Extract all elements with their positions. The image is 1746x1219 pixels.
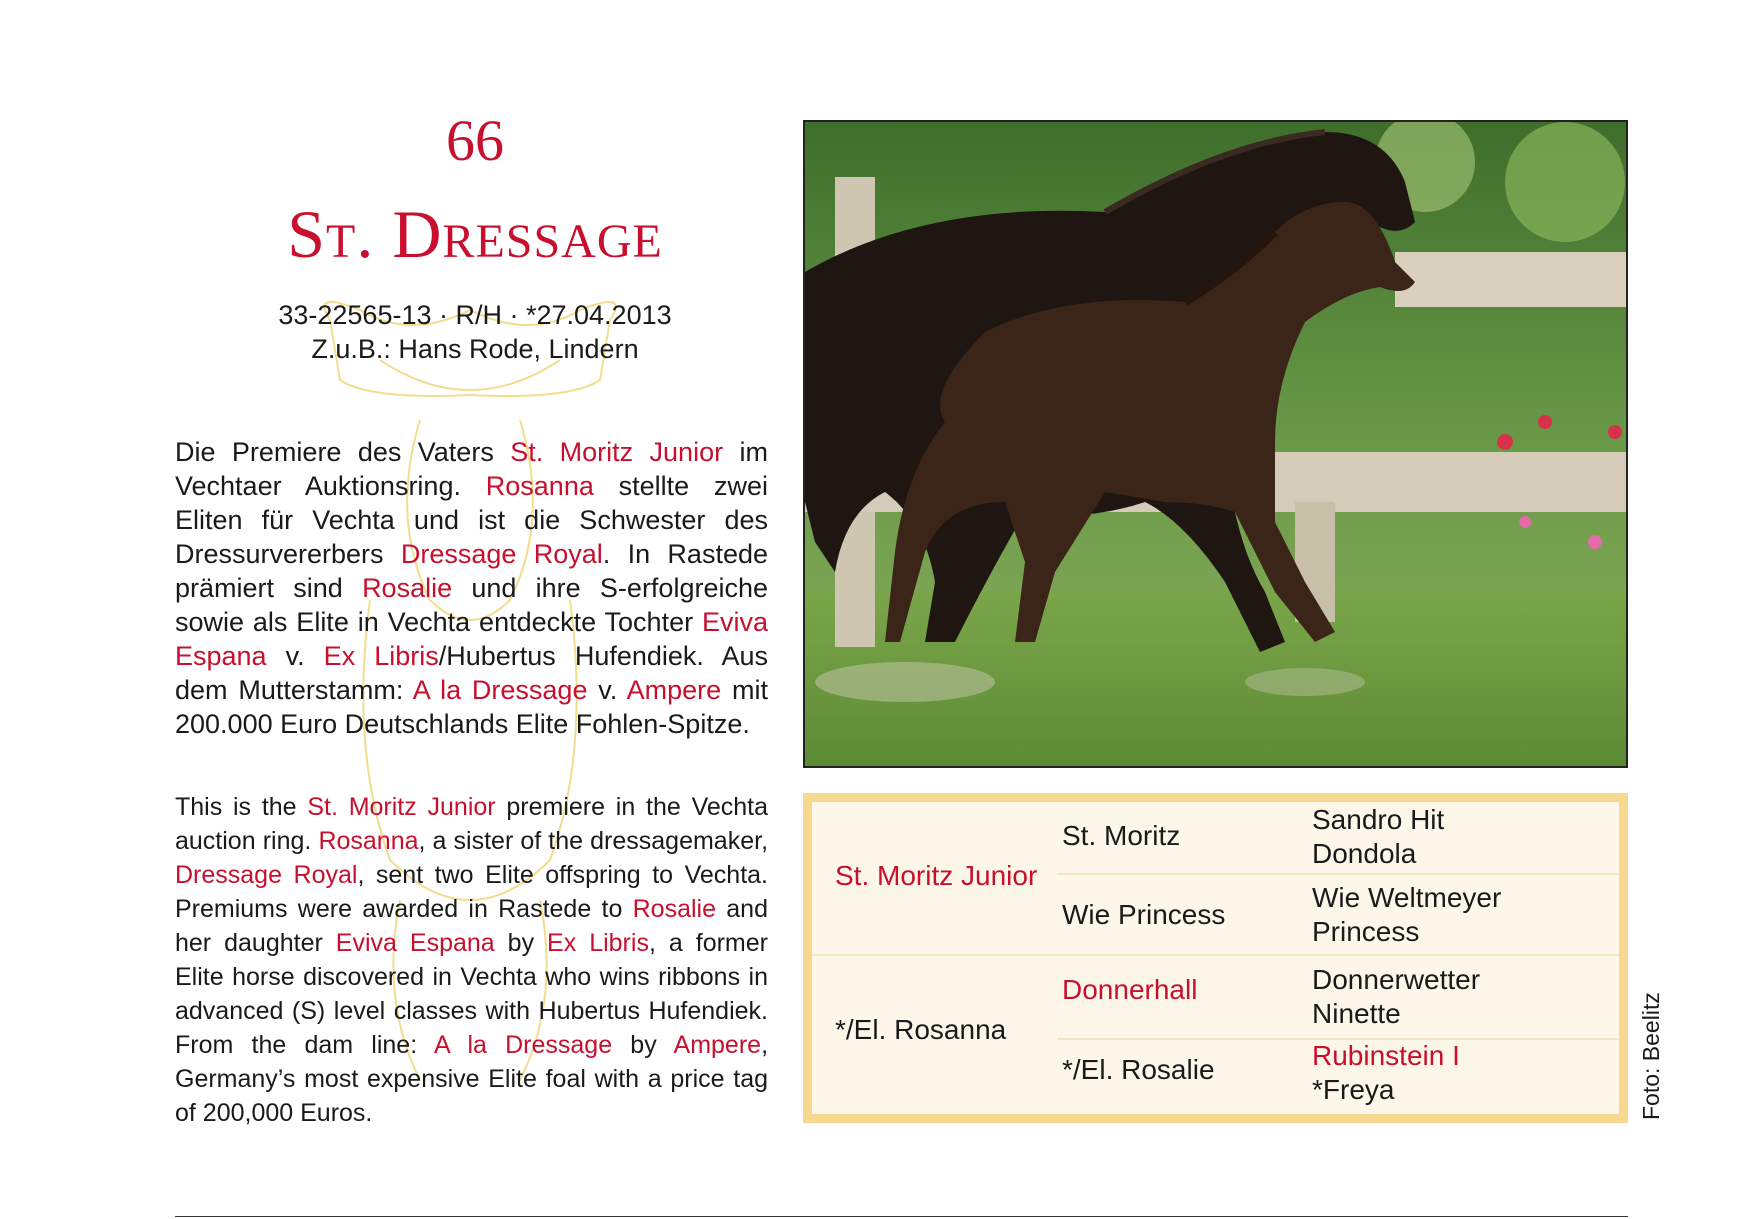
text-run: This is the <box>175 793 308 821</box>
lot-number: 66 <box>446 108 504 173</box>
text-run: und ihre S-erfolgreiche sowie als Elite in Vechta entdeckte Tochter <box>175 573 769 637</box>
highlighted-name: Rosanna <box>318 827 419 855</box>
text-run: and her daughter <box>175 895 768 957</box>
text-run: Die Premiere des Vaters <box>175 437 511 467</box>
divider-sire <box>1057 873 1619 875</box>
pedigree-dam-sire: Donnerhall <box>1062 974 1198 1005</box>
highlighted-name: Dressage Royal <box>400 539 603 569</box>
highlighted-name: Rosalie <box>632 895 716 923</box>
highlighted-name: Ampere <box>673 1031 762 1059</box>
text-run: by <box>494 929 548 957</box>
highlighted-name: Eviva Espana <box>175 607 768 671</box>
pedigree-ggen-3: Wie Weltmeyer <box>1312 882 1502 913</box>
text-run: . In Rastede prämiert sind <box>175 539 768 603</box>
highlighted-name: St. Moritz Junior <box>307 793 496 821</box>
highlighted-name: A la Dressage <box>412 675 588 705</box>
highlighted-name: St. Moritz Junior <box>510 437 724 467</box>
text-run: , sent two Elite offspring to Vechta. Premiums were awarded in Rastede to <box>175 861 768 923</box>
divider-main <box>812 954 1619 956</box>
pedigree-ggen-2: Dondola <box>1312 838 1417 869</box>
pedigree-sire-dam: Wie Princess <box>1062 899 1226 930</box>
paragraph-german <box>175 435 768 741</box>
text-run: mit 200.000 Euro Deutschlands Elite Fohlen-Spitze. <box>175 675 769 739</box>
text-run: v. <box>266 641 324 671</box>
highlighted-name: Ex Libris <box>323 641 439 671</box>
text-run: , Germany’s most expensive Elite foal with a price tag of 200,000 Euros. <box>175 1031 769 1127</box>
highlighted-name: Rosalie <box>362 573 453 603</box>
pedigree-dam: */El. Rosanna <box>835 1014 1007 1045</box>
pedigree-ggen-1: Sandro Hit <box>1312 804 1445 835</box>
horse-photo <box>803 120 1628 768</box>
pedigree-ggen-8: *Freya <box>1312 1074 1395 1105</box>
text-run: im Vechtaer Auktionsring. <box>175 437 768 501</box>
highlighted-name: A la Dressage <box>433 1031 613 1059</box>
description-english <box>175 790 768 1130</box>
horse-photo-illustration <box>805 122 1628 768</box>
pedigree-table <box>803 793 1628 1123</box>
pedigree-sire-sire: St. Moritz <box>1062 820 1181 851</box>
breeder-line: Z.u.B.: Hans Rode, Lindern <box>311 334 639 364</box>
highlighted-name: Dressage Royal <box>175 861 358 889</box>
text-run: , a sister of the dressagemaker, <box>418 827 769 855</box>
highlighted-name: Eviva Espana <box>335 929 495 957</box>
pedigree-ggen-5: Donnerwetter <box>1312 964 1481 995</box>
pedigree-inner <box>812 802 1619 1114</box>
pedigree-ggen-4: Princess <box>1312 916 1420 947</box>
description-german <box>175 435 768 741</box>
text-run: , a former Elite horse discovered in Vechta who wins ribbons in advanced (S) level classes with Hubertus Hufendiek. From the dam line: <box>175 929 768 1059</box>
text-run: stellte zwei Eliten für Vechta und ist die Schwester des Dressurvererbers <box>175 471 768 569</box>
photo-credit: Foto: Beelitz <box>1638 992 1664 1120</box>
highlighted-name: Ampere <box>626 675 722 705</box>
text-run: /Hubertus Hufendiek. Aus dem Mutterstamm: <box>175 641 768 705</box>
pedigree-sire: St. Moritz Junior <box>835 860 1038 891</box>
pedigree-dam-dam: */El. Rosalie <box>1062 1054 1215 1085</box>
paragraph-english <box>175 790 768 1130</box>
text-run: premiere in the Vechta auction ring. <box>175 793 769 855</box>
bottom-rule <box>175 1216 1628 1217</box>
horse-meta <box>175 298 775 366</box>
highlighted-name: Ex Libris <box>547 929 649 957</box>
text-run: by <box>612 1031 674 1059</box>
pedigree-ggen-6: Ninette <box>1312 998 1401 1029</box>
horse-name: St. Dressage <box>287 196 663 272</box>
registration-line: 33-22565-13 · R/H · *27.04.2013 <box>278 300 672 330</box>
pedigree-ggen-7: Rubinstein I <box>1312 1040 1460 1071</box>
text-run: v. <box>587 675 627 705</box>
highlighted-name: Rosanna <box>485 471 594 501</box>
